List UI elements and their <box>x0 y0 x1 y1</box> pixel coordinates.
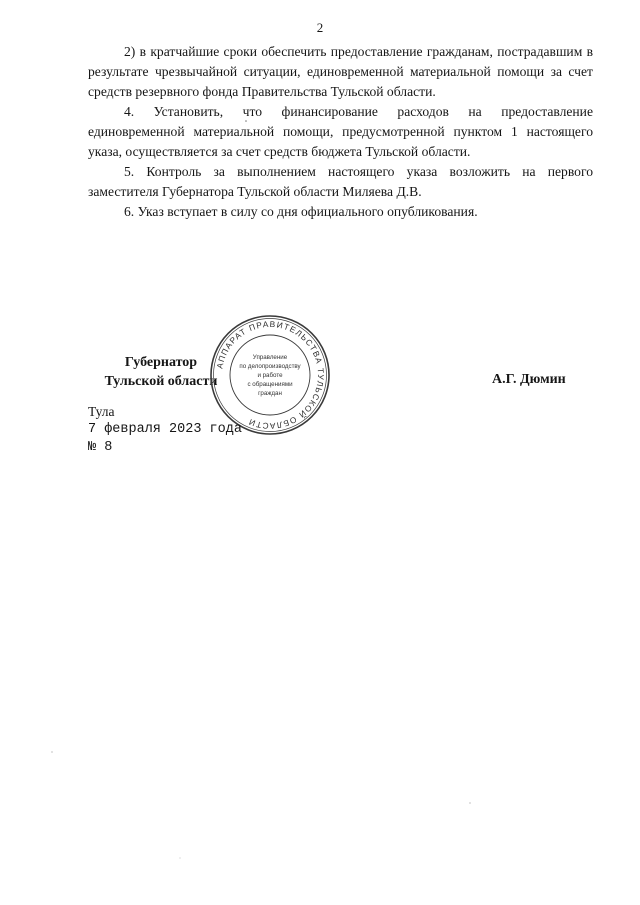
place: Тула <box>88 404 115 419</box>
signatory-title <box>96 353 226 391</box>
stamp-inner-line-5: граждан <box>258 390 282 397</box>
signatory-title-line2: Тульской области <box>104 374 218 389</box>
paragraph-5: 5. Контроль за выполнением настоящего указа возложить на первого заместителя Губернатора Тульской области Миляева Д.В. <box>88 164 593 199</box>
place-date-block <box>88 403 242 457</box>
stamp-ring-textpath: АППАРАТ ПРАВИТЕЛЬСТВА ТУЛЬСКОЙ ОБЛАСТИ <box>214 318 327 432</box>
paragraph-2: 2) в кратчайшие сроки обеспечить предоставление гражданам, пострадавшим в результате чрезвычайной ситуации, единовременной материальной помощи за счет средств резервного фонда Правительства Тульской области. <box>88 44 593 99</box>
stamp-inner-line-2: по делопроизводству <box>239 363 301 370</box>
stamp-inner-line-3: и работе <box>257 372 283 379</box>
document-body <box>88 42 593 222</box>
page-number: 2 <box>316 20 324 35</box>
stamp-inner-line-4: с обращениями <box>247 381 293 388</box>
signatory-name: А.Г. Дюмин <box>492 372 566 387</box>
document-number: № 8 <box>88 440 113 455</box>
paragraph-4: 4. Установить, что финансирование расходов на предоставление единовременной материальной помощи, предусмотренной пунктом 1 настоящего указа, осуществляется за счет средств бюджета Тульской области. <box>88 104 593 159</box>
signatory-title-line1: Губернатор <box>124 355 198 370</box>
stamp-inner-text <box>239 354 301 397</box>
stamp-inner-line-1: Управление <box>252 354 288 361</box>
paragraph-6: 6. Указ вступает в силу со дня официального опубликования. <box>124 204 478 219</box>
document-date: 7 февраля 2023 года <box>88 422 242 437</box>
